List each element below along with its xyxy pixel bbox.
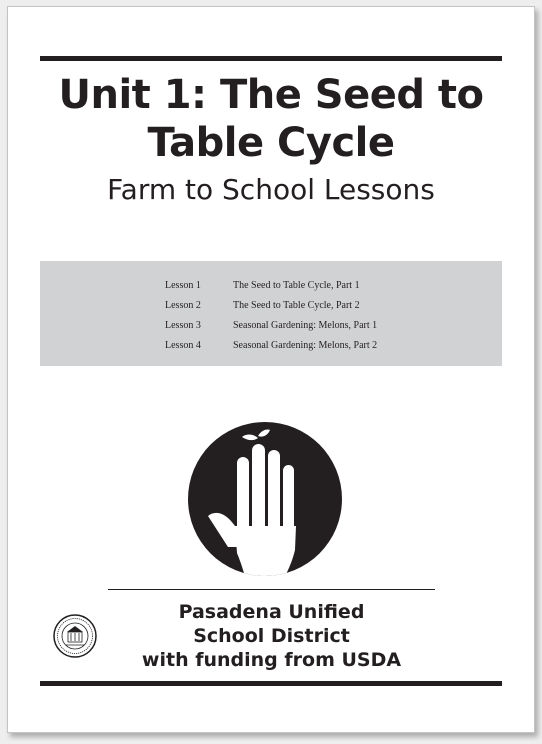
lesson-list <box>40 261 502 366</box>
district-line-1: Pasadena Unified <box>178 601 365 623</box>
page-subtitle: Farm to School Lessons <box>107 173 435 206</box>
funding-line: with funding from USDA <box>141 649 402 671</box>
bottom-rule <box>40 681 502 686</box>
lesson-title: The Seed to Table Cycle, Part 1 <box>233 280 360 291</box>
title-line-2: Table Cycle <box>147 120 395 166</box>
title-line-1: Unit 1: The Seed to <box>58 72 484 118</box>
document-page <box>7 6 535 733</box>
divider <box>108 589 435 590</box>
district-line-2: School District <box>193 625 350 647</box>
district-seal-icon <box>53 614 97 658</box>
lesson-number: Lesson 2 <box>165 300 201 311</box>
lesson-title: The Seed to Table Cycle, Part 2 <box>233 300 360 311</box>
page-title <box>40 71 502 167</box>
lesson-row <box>40 337 502 355</box>
lesson-number: Lesson 4 <box>165 340 201 351</box>
lesson-row <box>40 277 502 295</box>
lesson-row <box>40 297 502 315</box>
lesson-number: Lesson 3 <box>165 320 201 331</box>
hand-with-sprout-icon <box>188 422 342 576</box>
district-credit <box>108 600 435 672</box>
lesson-number: Lesson 1 <box>165 280 201 291</box>
lesson-title: Seasonal Gardening: Melons, Part 1 <box>233 320 378 331</box>
lesson-title: Seasonal Gardening: Melons, Part 2 <box>233 340 378 351</box>
lesson-row <box>40 317 502 335</box>
top-rule <box>40 56 502 61</box>
